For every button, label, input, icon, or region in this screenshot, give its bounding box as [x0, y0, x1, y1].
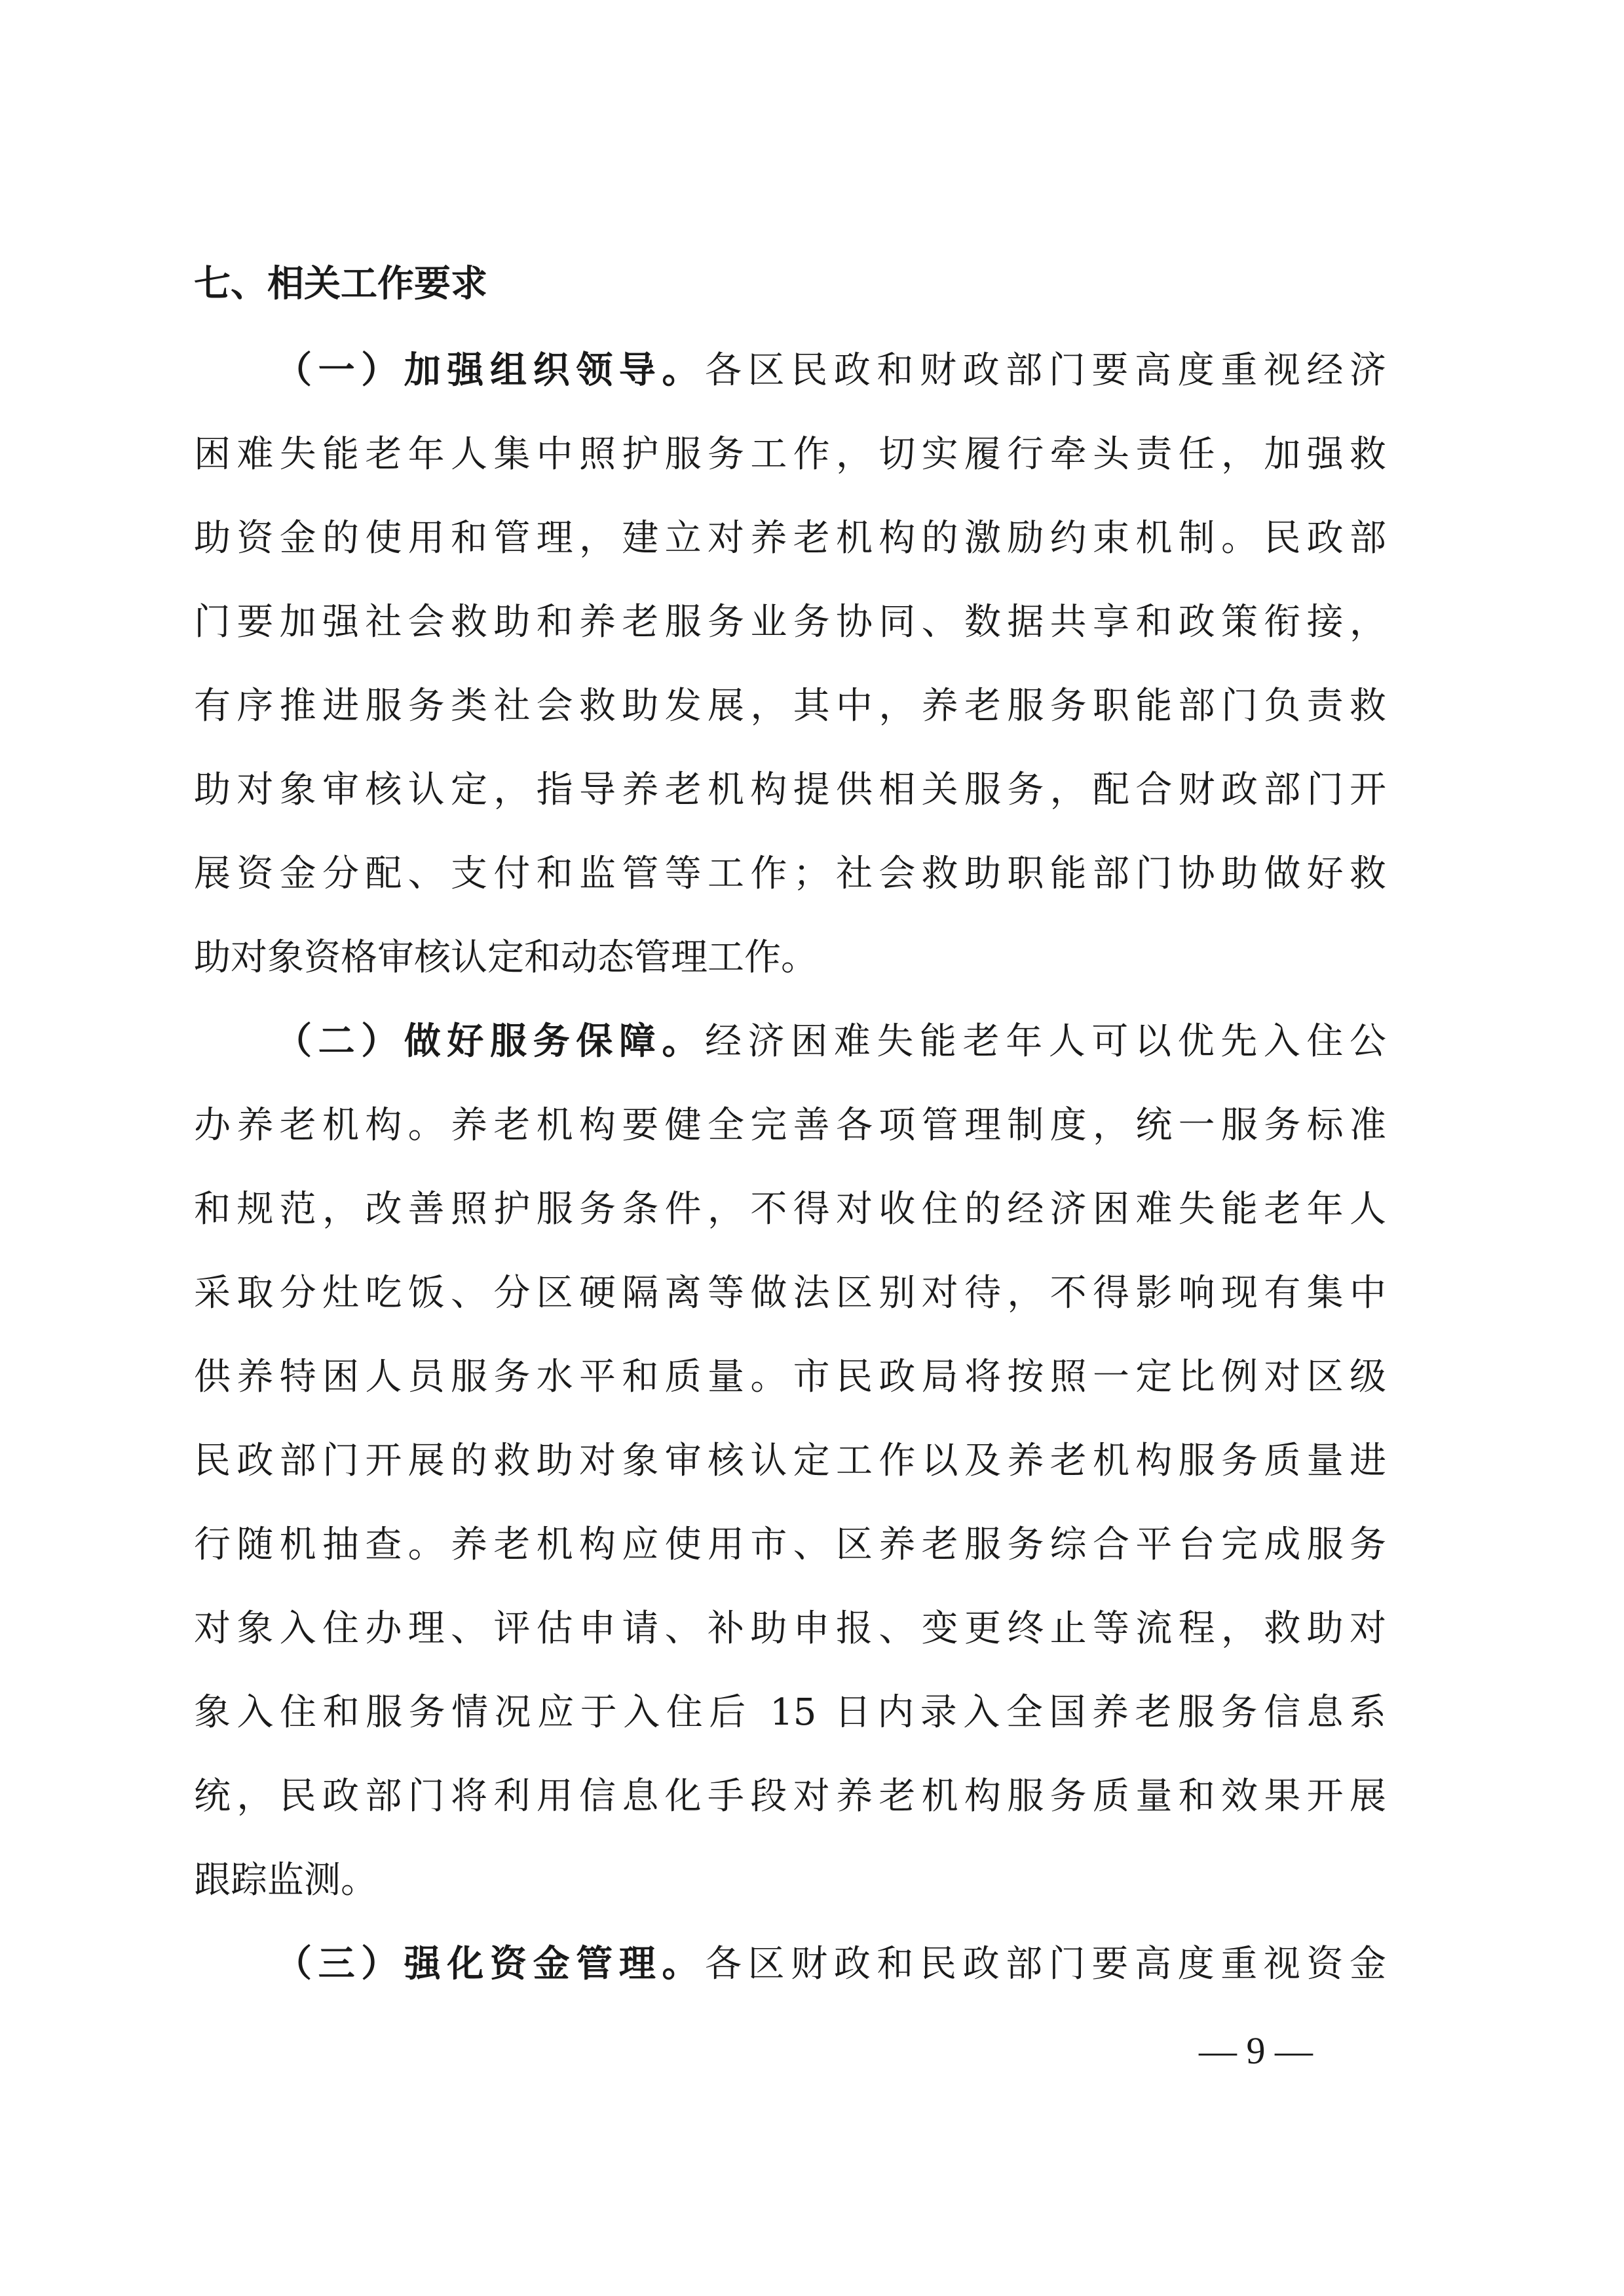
- paragraph-1-text: 各区民政和财政部门要高度重视经济: [705, 349, 1386, 392]
- paragraph-1-line-3: 助资金的使用和管理，建立对养老机构的激励约束机制。民政部: [194, 517, 1386, 560]
- paragraph-2-line-5: 供养特困人员服务水平和质量。市民政局将按照一定比例对区级: [194, 1356, 1386, 1398]
- paragraph-1-line-4: 门要加强社会救助和养老服务业务协同、数据共享和政策衔接，: [194, 601, 1386, 643]
- paragraph-3-text: 各区财政和民政部门要高度重视资金: [705, 1943, 1386, 1985]
- paragraph-2-line-9: 象入住和服务情况应于入住后 15 日内录入全国养老服务信息系: [194, 1691, 1386, 1734]
- section-heading: 七、相关工作要求: [194, 263, 487, 305]
- paragraph-2-line-10: 统，民政部门将利用信息化手段对养老机构服务质量和效果开展: [194, 1775, 1386, 1818]
- paragraph-2-lead: （二）做好服务保障。: [275, 1020, 705, 1063]
- paragraph-3-line-1: [275, 1923, 1386, 2006]
- paragraph-1-line-5: 有序推进服务类社会救助发展，其中，养老服务职能部门负责救: [194, 685, 1386, 727]
- paragraph-1-lead: （一）加强组织领导。: [275, 349, 705, 392]
- paragraph-2-line-6: 民政部门开展的救助对象审核认定工作以及养老机构服务质量进: [194, 1440, 1386, 1482]
- paragraph-1-line-2: 困难失能老年人集中照护服务工作，切实履行牵头责任，加强救: [194, 433, 1386, 476]
- paragraph-2-line-3: 和规范，改善照护服务条件，不得对收住的经济困难失能老年人: [194, 1188, 1386, 1231]
- paragraph-2-line-1: [275, 1000, 1386, 1084]
- paragraph-2-line-2: 办养老机构。养老机构要健全完善各项管理制度，统一服务标准: [194, 1104, 1386, 1147]
- paragraph-2-line-7: 行随机抽查。养老机构应使用市、区养老服务综合平台完成服务: [194, 1523, 1386, 1566]
- paragraph-2-text: 经济困难失能老年人可以优先入住公: [705, 1020, 1386, 1063]
- paragraph-2-line-8: 对象入住办理、评估申请、补助申报、变更终止等流程，救助对: [194, 1607, 1386, 1650]
- paragraph-2-line-11: 跟踪监测。: [194, 1859, 377, 1902]
- paragraph-1-line-6: 助对象审核认定，指导养老机构提供相关服务，配合财政部门开: [194, 769, 1386, 811]
- page-number: — 9 —: [1199, 2029, 1313, 2072]
- paragraph-2-line-4: 采取分灶吃饭、分区硬隔离等做法区别对待，不得影响现有集中: [194, 1272, 1386, 1314]
- paragraph-3-lead: （三）强化资金管理。: [275, 1943, 705, 1985]
- paragraph-1-line-7: 展资金分配、支付和监管等工作；社会救助职能部门协助做好救: [194, 852, 1386, 895]
- paragraph-1-line-1: [275, 329, 1386, 413]
- paragraph-1-line-8: 助对象资格审核认定和动态管理工作。: [194, 936, 818, 979]
